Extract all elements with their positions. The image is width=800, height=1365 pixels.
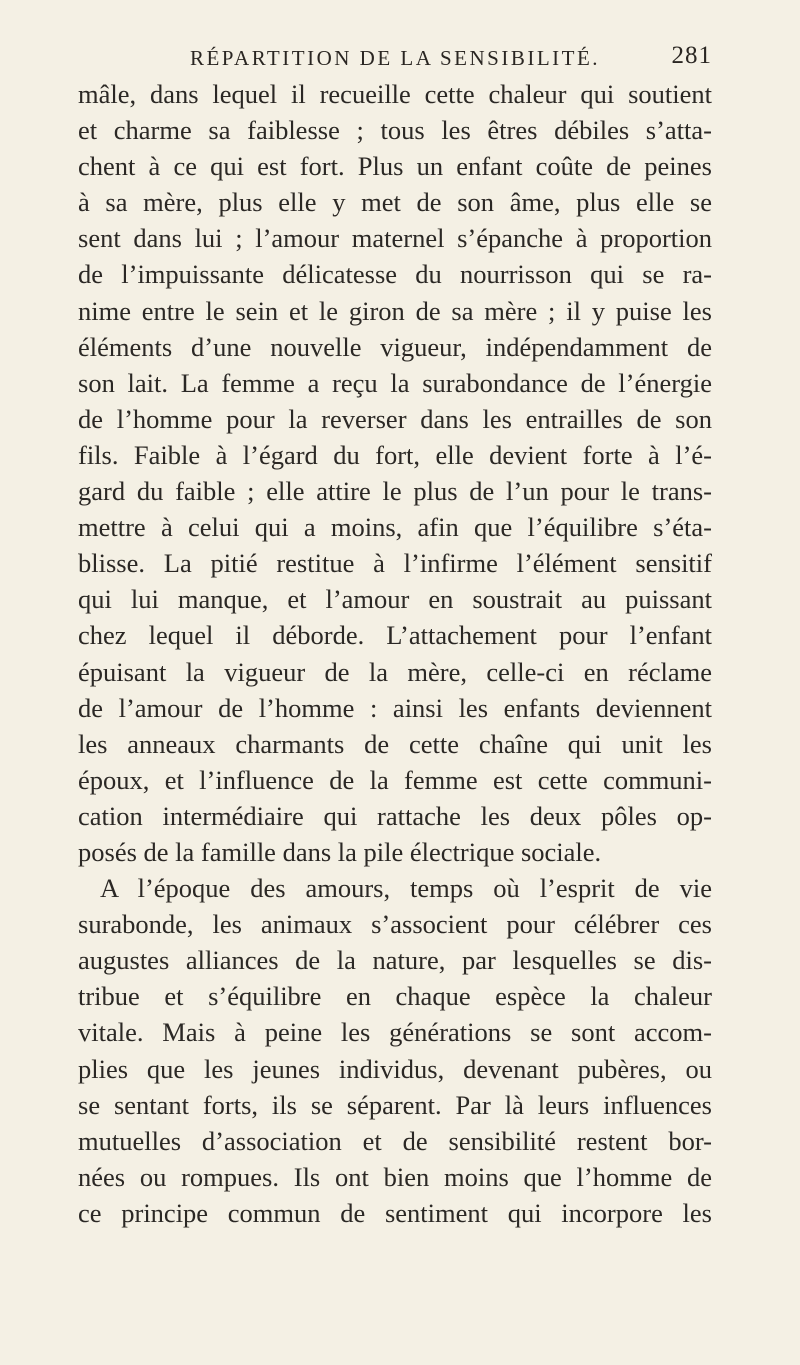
text-line: augustes alliances de la nature, par lesquelles se dis-: [78, 945, 712, 976]
text-line: se sentant forts, ils se séparent. Par là leurs influences: [78, 1089, 712, 1120]
text-line: éléments d’une nouvelle vigueur, indépendamment de: [78, 331, 712, 362]
text-line: nime entre le sein et le giron de sa mère ; il y puise les: [78, 295, 712, 326]
body-text: [78, 76, 712, 1231]
text-line: à sa mère, plus elle y met de son âme, plus elle se: [78, 187, 712, 218]
text-line: vitale. Mais à peine les générations se sont accom-: [78, 1017, 712, 1048]
text-line: tribue et s’équilibre en chaque espèce la chaleur: [78, 981, 712, 1012]
text-line: de l’homme pour la reverser dans les entrailles de son: [78, 403, 712, 434]
text-line: chent à ce qui est fort. Plus un enfant coûte de peines: [78, 151, 712, 182]
text-line: époux, et l’influence de la femme est cette communi-: [78, 764, 712, 795]
running-head: [78, 40, 712, 74]
text-line: les anneaux charmants de cette chaîne qui unit les: [78, 728, 712, 759]
text-line: épuisant la vigueur de la mère, celle-ci en réclame: [78, 656, 712, 687]
text-line: mutuelles d’association et de sensibilité restent bor-: [78, 1125, 712, 1156]
text-line: fils. Faible à l’égard du fort, elle devient forte à l’é-: [78, 439, 712, 470]
text-line: son lait. La femme a reçu la surabondance de l’énergie: [78, 367, 712, 398]
paragraph-start-line: A l’époque des amours, temps où l’esprit de vie: [100, 873, 712, 904]
text-line: de l’impuissante délicatesse du nourrisson qui se ra-: [78, 259, 712, 290]
paragraph-end-line: posés de la famille dans la pile électrique sociale.: [78, 836, 602, 867]
text-line: et charme sa faiblesse ; tous les êtres débiles s’atta-: [78, 115, 712, 146]
text-line: mettre à celui qui a moins, afin que l’équilibre s’éta-: [78, 512, 712, 543]
text-line: sent dans lui ; l’amour maternel s’épanche à proportion: [78, 223, 712, 254]
text-line: surabonde, les animaux s’associent pour célébrer ces: [78, 909, 712, 940]
text-line: chez lequel il déborde. L’attachement pour l’enfant: [78, 620, 712, 651]
page-number: 281: [671, 42, 712, 69]
text-line: gard du faible ; elle attire le plus de l’un pour le trans-: [78, 476, 712, 507]
text-line: ce principe commun de sentiment qui incorpore les: [78, 1197, 712, 1228]
text-line: blisse. La pitié restitue à l’infirme l’élément sensitif: [78, 548, 712, 579]
text-line: mâle, dans lequel il recueille cette chaleur qui soutient: [78, 79, 712, 109]
running-title: RÉPARTITION DE LA SENSIBILITÉ.: [189, 46, 601, 70]
text-line: cation intermédiaire qui rattache les deux pôles op-: [78, 800, 712, 831]
text-line: nées ou rompues. Ils ont bien moins que l’homme de: [78, 1161, 712, 1192]
text-line: de l’amour de l’homme : ainsi les enfants deviennent: [78, 692, 712, 723]
text-line: qui lui manque, et l’amour en soustrait au puissant: [78, 584, 712, 615]
text-line: plies que les jeunes individus, devenant pubères, ou: [78, 1053, 712, 1084]
